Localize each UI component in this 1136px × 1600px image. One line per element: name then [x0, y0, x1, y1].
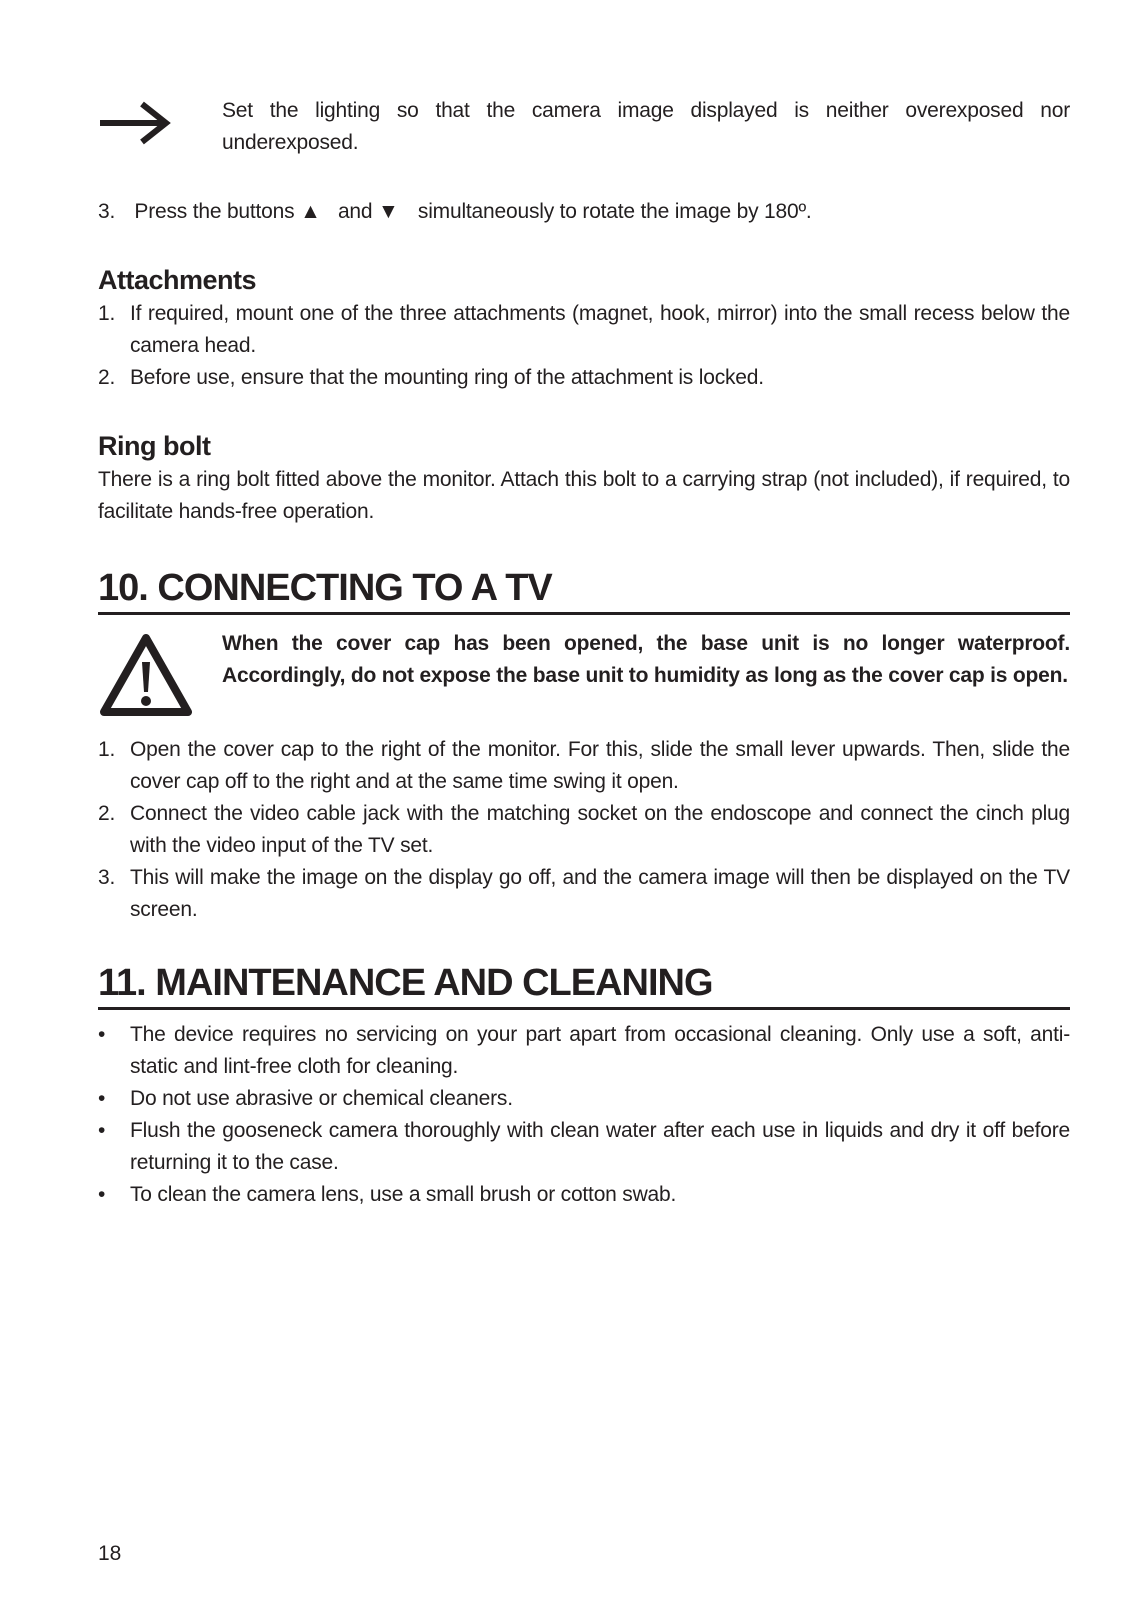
list-item-text: This will make the image on the display go off, and the camera image will then be displayed on the TV screen.: [130, 866, 1070, 921]
list-item-text: The device requires no servicing on your part apart from occasional cleaning. Only use a soft, anti-static and lint-free cloth for cleaning.: [130, 1023, 1070, 1078]
list-item-text: Open the cover cap to the right of the monitor. For this, slide the small lever upwards. Then, slide the cover cap off to the right and at the same time swing it open.: [130, 738, 1070, 793]
attachments-list: [98, 298, 1070, 394]
lighting-note-text: Set the lighting so that the camera image displayed is neither overexposed nor underexposed.: [222, 99, 1070, 154]
list-item-number: 1.: [98, 738, 116, 761]
list-item-text: If required, mount one of the three attachments (magnet, hook, mirror) into the small recess below the camera head.: [130, 302, 1070, 357]
list-item: [98, 1083, 1070, 1115]
list-item: [98, 1115, 1070, 1179]
bullet-icon: •: [98, 1023, 106, 1046]
rotate-step-number: 3.: [98, 200, 116, 223]
maintenance-list: [98, 1019, 1070, 1211]
list-item-number: 2.: [98, 366, 116, 389]
list-item: [98, 298, 1070, 362]
connecting-steps-list: [98, 734, 1070, 926]
list-item-text: Do not use abrasive or chemical cleaners.: [130, 1087, 513, 1110]
section-11-heading: 11. MAINTENANCE AND CLEANING: [98, 961, 1070, 1010]
rotate-step-text-after: simultaneously to rotate the image by 180º.: [417, 200, 812, 223]
bullet-icon: •: [98, 1087, 106, 1110]
ring-bolt-heading: Ring bolt: [98, 431, 211, 461]
attachments-heading: Attachments: [98, 265, 257, 295]
list-item: [98, 862, 1070, 926]
list-item: [98, 798, 1070, 862]
waterproof-warning-text: When the cover cap has been opened, the base unit is no longer waterproof. Accordingly, do not expose the base unit to humidity as long as the cover cap is open.: [222, 632, 1070, 687]
list-item-number: 3.: [98, 866, 116, 889]
ring-bolt-text: There is a ring bolt fitted above the monitor. Attach this bolt to a carrying strap (not included), if required, to facilitate hands-free operation.: [98, 468, 1070, 523]
bullet-icon: •: [98, 1183, 106, 1206]
section-10-heading: 10. CONNECTING TO A TV: [98, 566, 1070, 615]
list-item: [98, 1179, 1070, 1211]
page-number: 18: [98, 1542, 122, 1565]
down-triangle-icon: ▼: [378, 200, 399, 223]
list-item: [98, 1019, 1070, 1083]
rotate-step-text-before: Press the buttons: [134, 200, 295, 223]
warning-triangle-icon: [98, 632, 194, 725]
list-item-number: 2.: [98, 802, 116, 825]
list-item-text: Before use, ensure that the mounting ring of the attachment is locked.: [130, 366, 764, 389]
waterproof-warning: [98, 628, 1070, 728]
list-item: [98, 362, 1070, 394]
bullet-icon: •: [98, 1119, 106, 1142]
rotate-step: [98, 196, 1070, 228]
list-item: [98, 734, 1070, 798]
arrow-right-icon: [98, 101, 172, 150]
list-item-number: 1.: [98, 302, 116, 325]
lighting-note: [98, 95, 1070, 161]
list-item-text: Connect the video cable jack with the matching socket on the endoscope and connect the cinch plug with the video input of the TV set.: [130, 802, 1070, 857]
up-triangle-icon: ▲: [300, 200, 321, 223]
list-item-text: To clean the camera lens, use a small brush or cotton swab.: [130, 1183, 677, 1206]
rotate-step-and: and: [337, 200, 373, 223]
list-item-text: Flush the gooseneck camera thoroughly with clean water after each use in liquids and dry it off before returning it to the case.: [130, 1119, 1070, 1174]
